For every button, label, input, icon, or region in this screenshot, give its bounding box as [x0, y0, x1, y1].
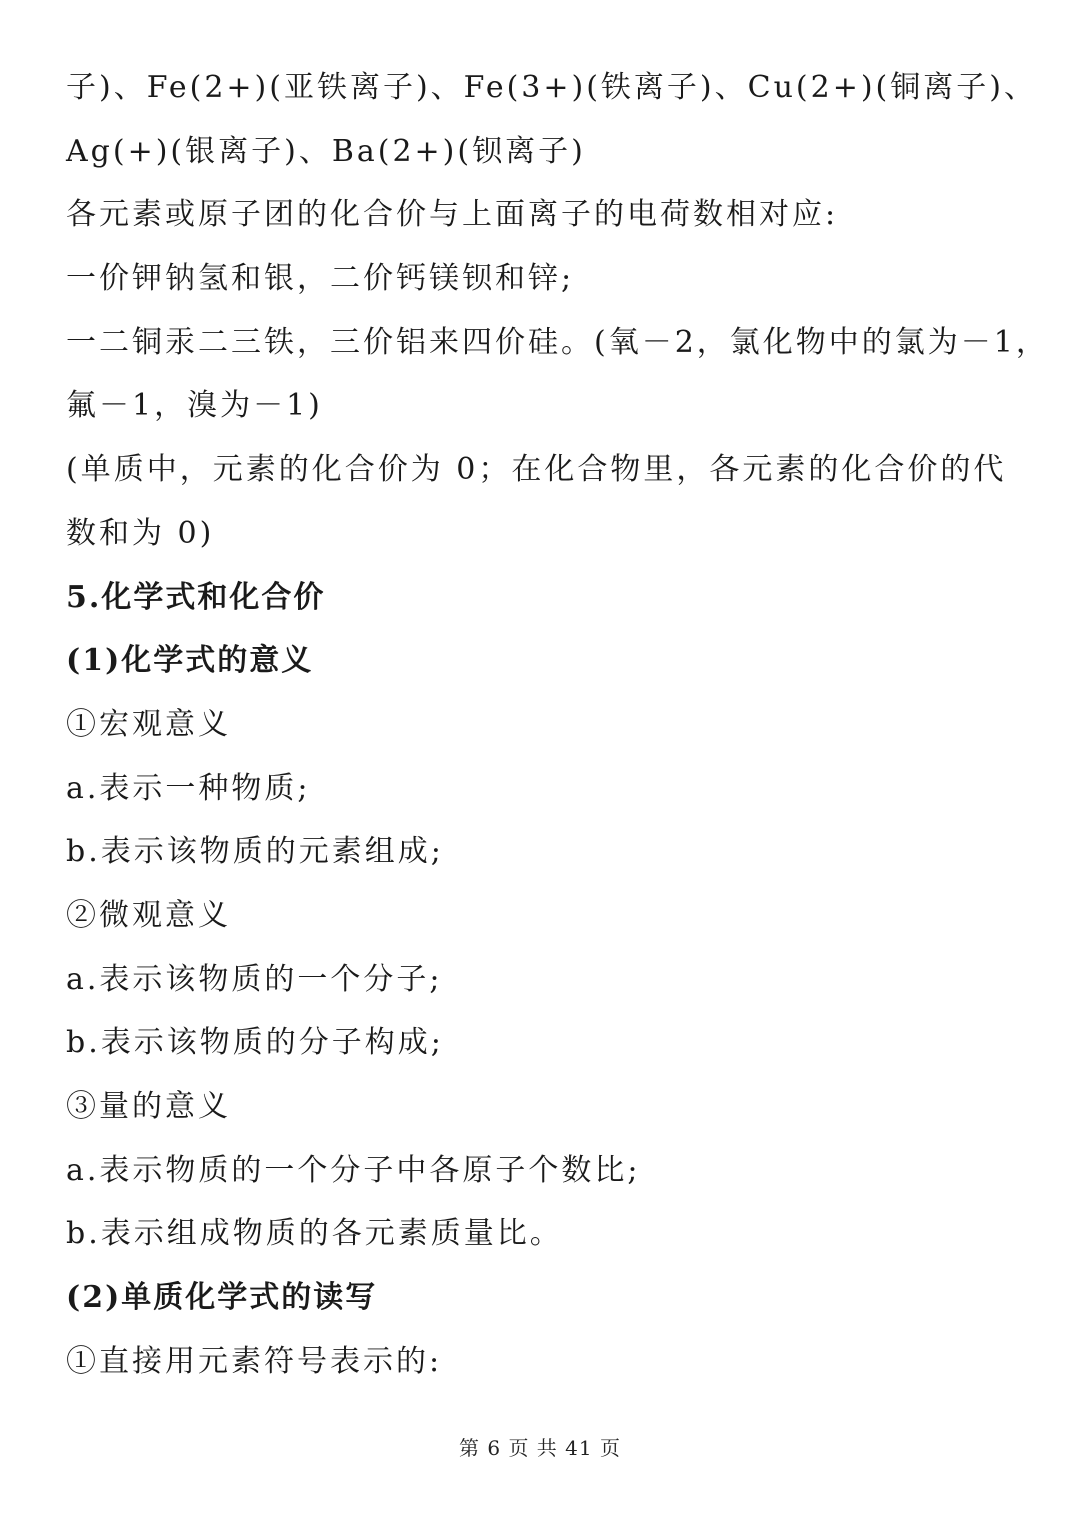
text-line-valence-rhyme-1: 一价钾钠氢和银，二价钙镁钡和锌;	[66, 261, 575, 297]
text-line-valence-rhyme-3: 氟－1，溴为－1)	[66, 388, 323, 424]
list-item-quantity-b: b.表示组成物质的各元素质量比。	[66, 1216, 563, 1252]
list-item-macro-b: b.表示该物质的元素组成;	[66, 834, 444, 870]
item-heading-micro: ②微观意义	[66, 897, 231, 933]
subsection-heading-2: (2)单质化学式的读写	[66, 1280, 378, 1316]
text-line-ion-list-1: 子)、Fe(2+)(亚铁离子)、Fe(3+)(铁离子)、Cu(2+)(铜离子)、	[66, 70, 1037, 105]
list-item-micro-b: b.表示该物质的分子构成;	[66, 1025, 444, 1061]
text-line-valence-rhyme-2: 一二铜汞二三铁，三价铝来四价硅。(氧－2，氯化物中的氯为－1，	[66, 324, 1049, 360]
list-item-quantity-a: a.表示物质的一个分子中各原子个数比;	[66, 1152, 641, 1188]
text-line-valence-intro: 各元素或原子团的化合价与上面离子的电荷数相对应:	[66, 197, 839, 233]
section-heading-5: 5.化学式和化合价	[66, 579, 326, 615]
page-number-footer: 第 6 页 共 41 页	[459, 1436, 621, 1460]
text-line-valence-rule-2: 数和为 0)	[66, 515, 215, 551]
list-item-micro-a: a.表示该物质的一个分子;	[66, 961, 443, 997]
list-item-macro-a: a.表示一种物质;	[66, 770, 311, 806]
item-heading-macro: ①宏观意义	[66, 706, 231, 742]
subsection-heading-1: (1)化学式的意义	[66, 643, 314, 679]
item-heading-quantity: ③量的意义	[66, 1089, 231, 1124]
document-page	[66, 56, 1049, 1393]
item-heading-element-symbol: ①直接用元素符号表示的:	[66, 1343, 443, 1379]
text-line-ion-list-2: Ag(+)(银离子)、Ba(2+)(钡离子)	[66, 133, 586, 169]
text-line-valence-rule-1: (单质中，元素的化合价为 0；在化合物里，各元素的化合价的代	[66, 452, 1007, 488]
